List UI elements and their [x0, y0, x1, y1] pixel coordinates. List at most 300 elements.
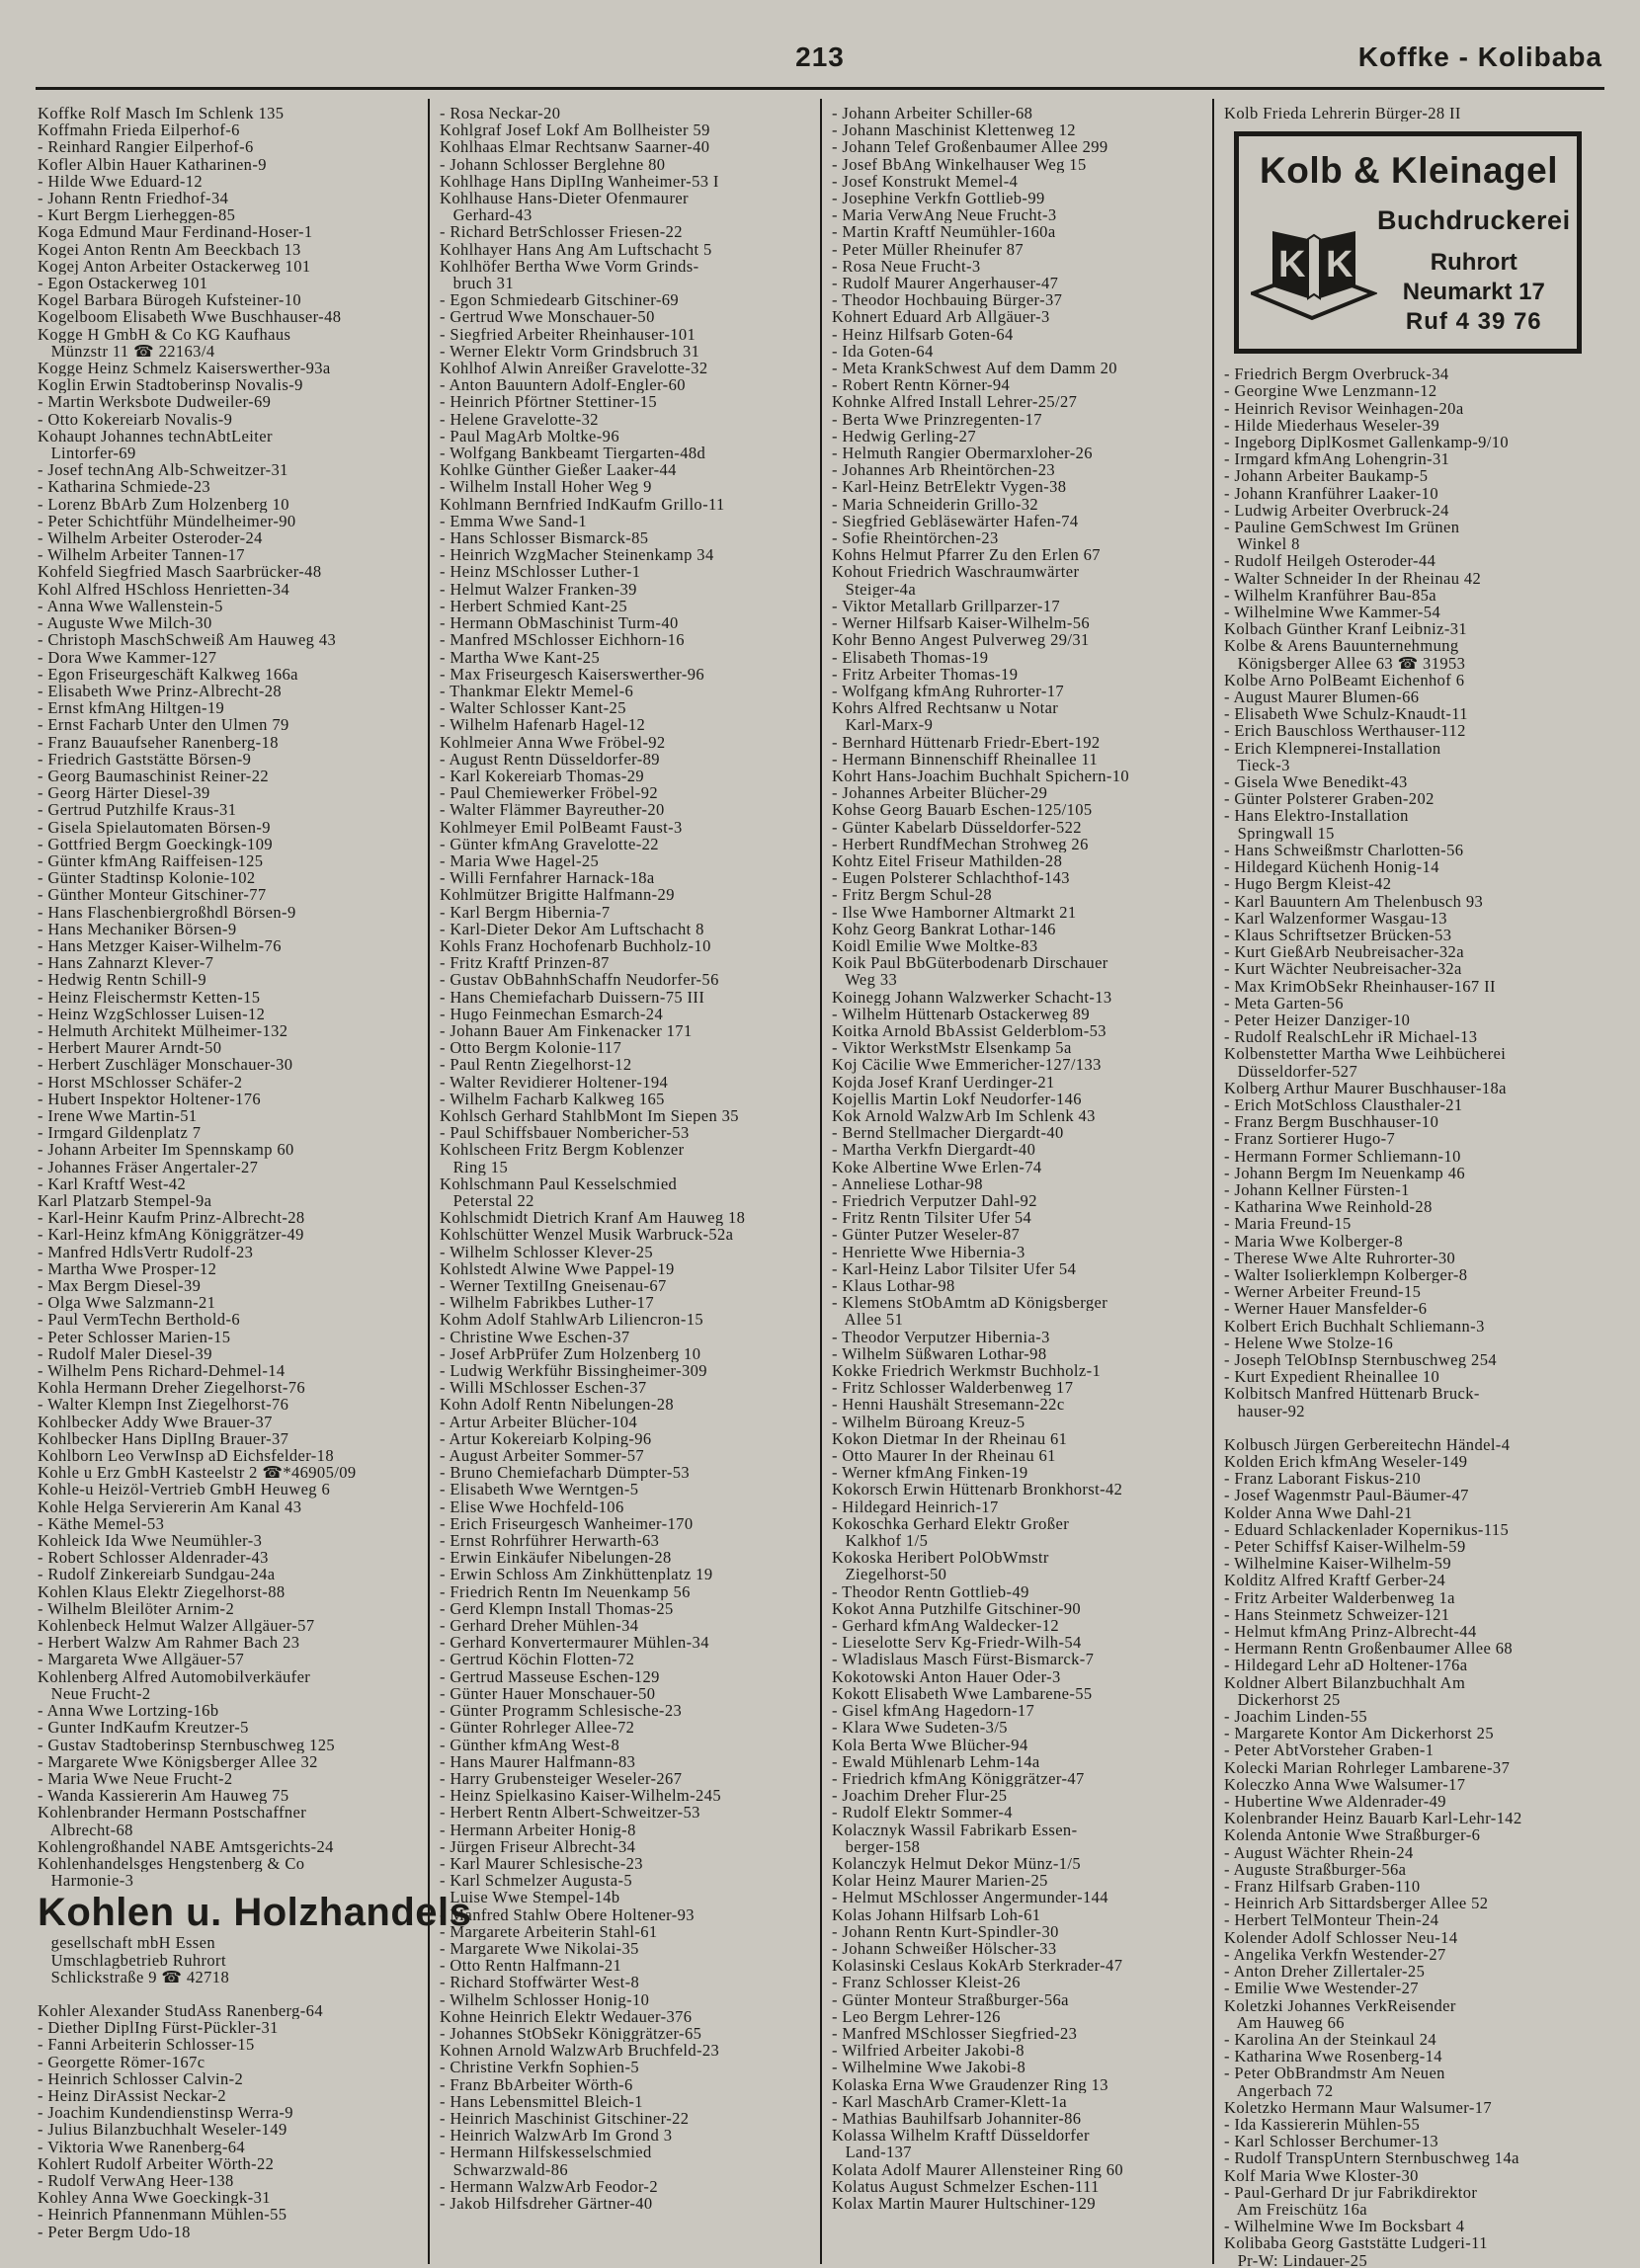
directory-entry: Kolditz Alfred Kraftf Gerber-24 [1224, 1572, 1446, 1589]
directory-entry: - Hubert Inspektor Holtener-176 [38, 1090, 262, 1107]
directory-entry: - Otto Kokereiarb Novalis-9 [38, 410, 233, 428]
directory-entry: Kohlert Rudolf Arbeiter Wörth-22 [38, 2154, 275, 2172]
directory-entry: - Otto Rentn Halfmann-21 [440, 1957, 622, 1975]
directory-entry: - Wilhelm Büroang Kreuz-5 [832, 1413, 1025, 1430]
directory-entry: Kolbert Erich Buchhalt Schliemann-3 [1224, 1317, 1485, 1335]
directory-entry: - Werner kfmAng Finken-19 [832, 1464, 1028, 1482]
directory-entry: - Hugo Bergm Kleist-42 [1224, 875, 1392, 893]
directory-entry: - Manfred HdlsVertr Rudolf-23 [38, 1243, 254, 1260]
directory-entry: gesellschaft mbH Essen [38, 1934, 216, 1952]
directory-entry: - Joachim Kundendienstinsp Werra-9 [38, 2104, 293, 2122]
directory-entry: Düsseldorfer-527 [1224, 1062, 1358, 1080]
directory-entry: - Klaus Lothar-98 [832, 1277, 955, 1295]
directory-entry: - Hildegard Heinrich-17 [832, 1498, 999, 1515]
directory-entry: - Walter Schlosser Kant-25 [440, 699, 626, 717]
directory-entry: - Wilhelmine Wwe Im Bocksbart 4 [1224, 2218, 1465, 2235]
directory-entry: - Irene Wwe Martin-51 [38, 1106, 198, 1125]
directory-entry: Kohaupt Johannes technAbtLeiter [38, 427, 273, 446]
directory-entry: - Wilhelmine Wwe Kammer-54 [1224, 604, 1441, 621]
directory-entry: - Klaus Schriftsetzer Brücken-53 [1224, 926, 1452, 944]
directory-entry: - Ida Kassiererin Mühlen-55 [1224, 2115, 1421, 2134]
directory-entry: - Gottfried Bergm Goeckingk-109 [38, 835, 274, 852]
directory-entry: - Johannes Fräser Angertaler-27 [38, 1158, 259, 1175]
directory-entry: - Maria Freund-15 [1224, 1215, 1352, 1233]
directory-entry: - Hildegard Lehr aD Holtener-176a [1224, 1657, 1468, 1674]
directory-entry: - Fritz Arbeiter Walderbenweg 1a [1224, 1588, 1455, 1606]
directory-entry: Kohlenbrander Hermann Postschaffner [38, 1804, 307, 1822]
directory-entry: - Wilhelm Arbeiter Osteroder-24 [38, 529, 263, 547]
directory-entry: - Meta KrankSchwest Auf dem Damm 20 [832, 360, 1117, 377]
directory-entry: Koletzko Hermann Maur Walsumer-17 [1224, 2098, 1493, 2116]
directory-entry: Kohne Heinrich Elektr Wedauer-376 [440, 2007, 693, 2025]
directory-entry: - Ernst Facharb Unter den Ulmen 79 [38, 716, 289, 734]
directory-entry: - Ludwig Werkführ Bissingheimer-309 [440, 1362, 707, 1380]
directory-entry: - Kurt Expedient Rheinallee 10 [1224, 1368, 1440, 1386]
directory-entry: Kolibaba Georg Gaststätte Ludgeri-11 [1224, 2234, 1488, 2252]
directory-entry: - Irmgard kfmAng Lohengrin-31 [1224, 450, 1450, 468]
directory-entry: Neue Frucht-2 [38, 1684, 151, 1703]
directory-entry: - Eduard Schlackenlader Kopernikus-115 [1224, 1520, 1510, 1539]
directory-entry: - Heinrich Arb Sittardsberger Allee 52 [1224, 1895, 1489, 1912]
directory-entry: - Otto Maurer In der Rheinau 61 [832, 1447, 1056, 1465]
directory-entry: berger-158 [832, 1837, 921, 1855]
directory-entry: - Angelika Verkfn Westender-27 [1224, 1945, 1446, 1964]
directory-entry: Land-137 [832, 2144, 912, 2161]
directory-entry: - Wilhelmine Kaiser-Wilhelm-59 [1224, 1555, 1451, 1573]
directory-entry: Kohls Franz Hochofenarb Buchholz-10 [440, 936, 711, 955]
directory-entry: - Wilhelm Pens Richard-Dehmel-14 [38, 1362, 286, 1380]
directory-entry: - Gisela Wwe Benedikt-43 [1224, 773, 1408, 791]
directory-entry: - Lieselotte Serv Kg-Friedr-Wilh-54 [832, 1634, 1082, 1652]
directory-entry: - Georg Härter Diesel-39 [38, 784, 210, 802]
directory-entry: Kohlhöfer Bertha Wwe Vorm Grinds- [440, 257, 699, 276]
directory-entry: - Karl Bauuntern Am Thelenbusch 93 [1224, 892, 1484, 910]
directory-entry: - Meta Garten-56 [1224, 994, 1344, 1012]
directory-entry: - Rudolf Maler Diesel-39 [38, 1344, 212, 1363]
directory-entry: - Margarete Wwe Nikolai-35 [440, 1939, 639, 1958]
directory-entry: - Hubertine Wwe Aldenrader-49 [1224, 1793, 1446, 1811]
directory-entry: - Heinz MSchlosser Luther-1 [440, 563, 641, 581]
directory-entry: - Auguste Wwe Milch-30 [38, 614, 212, 632]
directory-entry: - Günter Monteur Straßburger-56a [832, 1990, 1069, 2008]
directory-entry: - Lorenz BbArb Zum Holzenberg 10 [38, 495, 289, 513]
directory-entry: - Werner Hilfsarb Kaiser-Wilhelm-56 [832, 614, 1091, 632]
directory-entry: - Viktoria Wwe Ranenberg-64 [38, 2138, 246, 2155]
directory-entry: Steiger-4a [832, 580, 917, 598]
directory-entry: - August Maurer Blumen-66 [1224, 688, 1420, 706]
directory-entry: - Elise Wwe Hochfeld-106 [440, 1498, 624, 1515]
directory-entry: - Katharina Wwe Reinhold-28 [1224, 1198, 1433, 1216]
directory-entry: - Hermann ObMaschinist Turm-40 [440, 614, 679, 632]
directory-entry: Kokke Friedrich Werkmstr Buchholz-1 [832, 1362, 1102, 1380]
directory-entry: - Günter Putzer Weseler-87 [832, 1226, 1021, 1244]
directory-entry: - Gustav Stadtoberinsp Sternbuschweg 125 [38, 1736, 336, 1753]
directory-entry: - Bernd Stellmacher Diergardt-40 [832, 1124, 1064, 1142]
directory-entry: - Hermann Binnenschiff Rheinallee 11 [832, 750, 1099, 768]
directory-entry: Kohlbecker Hans DiplIng Brauer-37 [38, 1429, 289, 1448]
directory-entry: Kohlhage Hans DiplIng Wanheimer-53 I [440, 172, 719, 191]
directory-entry: Kohlenhandelsges Hengstenberg & Co [38, 1854, 305, 1873]
directory-entry: - Josef technAng Alb-Schweitzer-31 [38, 461, 288, 479]
directory-entry: - Hermann Arbeiter Honig-8 [440, 1821, 636, 1838]
directory-entry: - August Wächter Rhein-24 [1224, 1843, 1414, 1861]
directory-entry: Kolf Maria Wwe Kloster-30 [1224, 2166, 1419, 2184]
directory-entry: - Peter AbtVorsteher Graben-1 [1224, 1742, 1435, 1759]
directory-entry: - Anton Bauuntern Adolf-Engler-60 [440, 376, 686, 394]
directory-entry: Kohle Helga Serviererin Am Kanal 43 [38, 1498, 302, 1515]
directory-entry: Koke Albertine Wwe Erlen-74 [832, 1158, 1042, 1175]
directory-entry: - Therese Wwe Alte Ruhrorter-30 [1224, 1249, 1456, 1266]
directory-entry: - Walter Klempn Inst Ziegelhorst-76 [38, 1396, 289, 1414]
directory-entry: - Hermann Hilfskesselschmied [440, 2144, 652, 2161]
directory-entry: - Fritz Rentn Tilsiter Ufer 54 [832, 1209, 1032, 1227]
directory-entry: - Rudolf Elektr Sommer-4 [832, 1804, 1013, 1822]
directory-entry: - Heinrich WzgMacher Steinenkamp 34 [440, 546, 714, 564]
directory-entry: - Wanda Kassiererin Am Hauweg 75 [38, 1787, 289, 1805]
directory-entry: - Julius Bilanzbuchhalt Weseler-149 [38, 2121, 287, 2139]
directory-entry: - Wilhelm Schlosser Honig-10 [440, 1990, 650, 2008]
directory-entry: Kohlmützer Brigitte Halfmann-29 [440, 886, 675, 904]
directory-entry: - Johann Arbeiter Schiller-68 [832, 105, 1033, 122]
directory-entry: - Gustav ObBahnhSchaffn Neudorfer-56 [440, 971, 719, 989]
directory-entry: Kohlmeier Anna Wwe Fröbel-92 [440, 733, 666, 751]
directory-entry: Koidl Emilie Wwe Moltke-83 [832, 936, 1038, 955]
directory-entry: Kohlke Günther Gießer Laaker-44 [440, 461, 677, 479]
directory-entry: Kohlengroßhandel NABE Amtsgerichts-24 [38, 1837, 334, 1855]
directory-entry: - Egon Friseurgeschäft Kalkweg 166a [38, 665, 298, 683]
directory-entry: Kolbe Arno PolBeamt Eichenhof 6 [1224, 671, 1465, 689]
directory-entry: - Auguste Straßburger-56a [1224, 1860, 1407, 1879]
directory-entry: - Martin Kraftf Neumühler-160a [832, 223, 1056, 241]
directory-entry: - Max Friseurgesch Kaiserswerther-96 [440, 665, 705, 683]
directory-entry: - Franz Laborant Fiskus-210 [1224, 1470, 1422, 1488]
directory-entry: - Gerhard Konvertermaurer Mühlen-34 [440, 1634, 709, 1652]
directory-entry: - Günter Programm Schlesische-23 [440, 1702, 683, 1720]
directory-entry: - Karl-Heinz kfmAng Königgrätzer-49 [38, 1226, 304, 1244]
directory-entry: - Werner Hauer Mansfelder-6 [1224, 1300, 1428, 1318]
directory-entry: Kohrs Alfred Rechtsanw u Notar [832, 699, 1059, 717]
directory-entry: - Fritz Arbeiter Thomas-19 [832, 665, 1019, 683]
directory-entry: - Paul Schiffsbauer Nombericher-53 [440, 1124, 690, 1142]
directory-entry: Koglin Erwin Stadtoberinsp Novalis-9 [38, 376, 303, 394]
directory-entry: - Elisabeth Thomas-19 [832, 648, 989, 666]
directory-entry: - Rudolf VerwAng Heer-138 [38, 2171, 234, 2190]
directory-entry: Kohlmeyer Emil PolBeamt Faust-3 [440, 818, 683, 836]
directory-entry: - Emilie Wwe Westender-27 [1224, 1980, 1419, 1997]
directory-entry: - Margareta Wwe Allgäuer-57 [38, 1651, 245, 1668]
directory-entry: - Peter Bergm Udo-18 [38, 2223, 191, 2240]
directory-entry: Kolenbrander Heinz Bauarb Karl-Lehr-142 [1224, 1810, 1522, 1827]
directory-entry: Gerhard-43 [440, 206, 533, 224]
directory-entry: - Karolina An der Steinkaul 24 [1224, 2030, 1436, 2049]
ad-title: Kolb & Kleinagel [1260, 150, 1558, 192]
directory-entry: - Johannes StObSekr Königgrätzer-65 [440, 2024, 702, 2043]
directory-entry: - Gertrud Putzhilfe Kraus-31 [38, 801, 237, 819]
directory-entry: - Otto Bergm Kolonie-117 [440, 1039, 622, 1057]
directory-entry: - Georgette Römer-167c [38, 2053, 205, 2070]
directory-entry: Am Freischütz 16a [1224, 2200, 1368, 2219]
directory-entry: - Wilhelm Bleilöter Arnim-2 [38, 1599, 235, 1618]
directory-entry: - Wolfgang kfmAng Ruhrorter-17 [832, 682, 1065, 700]
directory-entry: - Johannes Arb Rheintörchen-23 [832, 461, 1055, 479]
directory-entry: Königsberger Allee 63 ☎ 31953 [1224, 654, 1466, 672]
directory-entry: Kokot Anna Putzhilfe Gitschiner-90 [832, 1599, 1082, 1618]
directory-entry: - Margarete Kontor Am Dickerhorst 25 [1224, 1725, 1494, 1742]
directory-entry: - Hans Zahnarzt Klever-7 [38, 954, 214, 972]
directory-entry: - Christine Verkfn Sophien-5 [440, 2059, 639, 2076]
directory-entry: bruch 31 [440, 275, 514, 292]
directory-entry: Kohfeld Siegfried Masch Saarbrücker-48 [38, 563, 322, 581]
directory-entry: - Robert Schlosser Aldenrader-43 [38, 1549, 269, 1567]
svg-text:K: K [1326, 244, 1353, 286]
directory-entry: Dickerhorst 25 [1224, 1690, 1341, 1709]
directory-entry: - Viktor WerkstMstr Elsenkamp 5a [832, 1039, 1072, 1057]
directory-entry: - Helmuth Rangier Obermarxloher-26 [832, 445, 1093, 462]
directory-entry: Kalkhof 1/5 [832, 1532, 929, 1550]
directory-entry: - Heinrich Revisor Weinhagen-20a [1224, 399, 1464, 417]
directory-entry: - Viktor Metallarb Grillparzer-17 [832, 597, 1061, 615]
directory-entry: - Karl Bergm Hibernia-7 [440, 903, 611, 921]
directory-entry: - Johann Kellner Fürsten-1 [1224, 1180, 1410, 1199]
directory-entry: - Käthe Memel-53 [38, 1514, 165, 1533]
directory-entry: Kohleick Ida Wwe Neumühler-3 [38, 1532, 263, 1550]
directory-entry: Kokorsch Erwin Hüttenarb Bronkhorst-42 [832, 1481, 1123, 1498]
directory-entry: Schlickstraße 9 ☎ 42718 [38, 1968, 230, 1985]
directory-entry: - Heinz Fleischermstr Ketten-15 [38, 988, 261, 1006]
directory-entry: - Martha Verkfn Diergardt-40 [832, 1141, 1036, 1159]
directory-entry: - Siegfried Arbeiter Rheinhauser-101 [440, 325, 697, 343]
directory-entry: - Heinz DirAssist Neckar-2 [38, 2086, 227, 2105]
directory-entry: - Karl Kraftf West-42 [38, 1174, 187, 1192]
directory-entry: - Hans Mechaniker Börsen-9 [38, 920, 237, 937]
directory-entry: Kojda Josef Kranf Uerdinger-21 [832, 1073, 1055, 1091]
directory-entry: - Johann Telef Großenbaumer Allee 299 [832, 138, 1108, 156]
directory-entry: - Reinhard Rangier Eilperhof-6 [38, 138, 254, 156]
directory-entry: Kohse Georg Bauarb Eschen-125/105 [832, 801, 1093, 819]
directory-entry: - Heinz Hilfsarb Goten-64 [832, 325, 1014, 343]
directory-entry: - Mathias Bauhilfsarb Johanniter-86 [832, 2109, 1082, 2128]
directory-entry: - Helene Wwe Stolze-16 [1224, 1334, 1394, 1351]
directory-entry: - Ilse Wwe Hamborner Altmarkt 21 [832, 903, 1077, 921]
directory-entry: Kohlstedt Alwine Wwe Pappel-19 [440, 1259, 675, 1278]
directory-entry: - Günter Polsterer Graben-202 [1224, 790, 1435, 808]
directory-entry: - Helmut Walzer Franken-39 [440, 580, 637, 598]
spacer [38, 1985, 422, 2002]
directory-entry: - Maria Wwe Kolberger-8 [1224, 1232, 1403, 1250]
directory-entry: Kohlsch Gerhard StahlbMont Im Siepen 35 [440, 1106, 739, 1125]
directory-entry: - Günter kfmAng Gravelotte-22 [440, 835, 659, 852]
directory-entry: - Friedrich Rentn Im Neuenkamp 56 [440, 1582, 691, 1600]
directory-entry: - Katharina Schmiede-23 [38, 478, 211, 496]
directory-entry: - Diether DiplIng Fürst-Pückler-31 [38, 2019, 279, 2037]
directory-entry: Tieck-3 [1224, 756, 1290, 774]
directory-entry: - Franz Bauaufseher Ranenberg-18 [38, 733, 279, 751]
directory-entry: Kolberg Arthur Maurer Buschhauser-18a [1224, 1079, 1507, 1096]
directory-entry: - Ludwig Arbeiter Overbruck-24 [1224, 501, 1449, 520]
directory-entry: - Wilhelm Schlosser Klever-25 [440, 1243, 654, 1260]
directory-entry: - Peter Schichtführ Mündelheimer-90 [38, 512, 296, 530]
directory-entry: - Manfred MSchlosser Siegfried-23 [832, 2024, 1078, 2043]
directory-entry: Weg 33 [832, 971, 898, 989]
directory-entry: - Erich Friseurgesch Wanheimer-170 [440, 1514, 694, 1533]
directory-entry: - Günter kfmAng Raiffeisen-125 [38, 851, 264, 870]
directory-entry: - Willi MSchlosser Eschen-37 [440, 1379, 647, 1397]
directory-entry: - Wladislaus Masch Fürst-Bismarck-7 [832, 1651, 1095, 1668]
directory-entry: Kohns Helmut Pfarrer Zu den Erlen 67 [832, 546, 1101, 564]
directory-entry: Kohnke Alfred Install Lehrer-25/27 [832, 393, 1078, 411]
directory-entry: Kolar Heinz Maurer Marien-25 [832, 1872, 1048, 1890]
directory-entry: - Johann Bauer Am Finkenacker 171 [440, 1021, 693, 1040]
directory-entry: Koffmahn Frieda Eilperhof-6 [38, 122, 240, 139]
directory-entry: Koffke Rolf Masch Im Schlenk 135 [38, 105, 285, 122]
directory-column-3 [820, 99, 1212, 2264]
directory-entry: - Hans Maurer Halfmann-83 [440, 1752, 636, 1770]
directory-entry: Pr-W: Lindauer-25 [1224, 2251, 1368, 2268]
directory-entry: - Friedrich kfmAng Königgrätzer-47 [832, 1769, 1085, 1788]
directory-entry: Kolb Frieda Lehrerin Bürger-28 II [1224, 105, 1461, 122]
directory-entry: - Josephine Verkfn Gottlieb-99 [832, 190, 1045, 207]
directory-entry: Kohn Adolf Rentn Nibelungen-28 [440, 1396, 675, 1414]
directory-entry: Kohle-u Heizöl-Vertrieb GmbH Heuweg 6 [38, 1481, 331, 1498]
directory-entry: - Wilhelm Arbeiter Tannen-17 [38, 546, 245, 564]
directory-entry: Koldner Albert Bilanzbuchhalt Am [1224, 1673, 1466, 1691]
directory-entry: - Hans Schlosser Bismarck-85 [440, 529, 649, 547]
page-number: 213 [795, 41, 845, 72]
index-range: Koffke - Kolibaba [1357, 41, 1602, 72]
directory-entry: - Walter Isolierklempn Kolberger-8 [1224, 1265, 1468, 1284]
directory-entry: - Hilde Miederhaus Weseler-39 [1224, 416, 1440, 435]
directory-entry: - Pauline GemSchwest Im Grünen [1224, 519, 1460, 536]
directory-entry: - August Arbeiter Sommer-57 [440, 1447, 645, 1465]
directory-entry: Kohlenberg Alfred Automobilverkäufer [38, 1667, 311, 1685]
directory-entry: Kogel Barbara Bürogeh Kufsteiner-10 [38, 291, 302, 309]
directory-entry: - Johann Arbeiter Im Spennskamp 60 [38, 1141, 294, 1159]
directory-entry: Kolax Martin Maurer Hultschiner-129 [832, 2194, 1097, 2213]
directory-entry: - Josef Konstrukt Memel-4 [832, 172, 1019, 191]
directory-entry: - Hilde Wwe Eduard-12 [38, 172, 204, 191]
directory-entry: - Friedrich Verputzer Dahl-92 [832, 1192, 1037, 1210]
directory-entry: Kohz Georg Bankrat Lothar-146 [832, 920, 1056, 937]
directory-entry: Karl Platzarb Stempel-9a [38, 1192, 212, 1210]
directory-entry: Koik Paul BbGüterbodenarb Dirschauer [832, 954, 1108, 972]
directory-entry: - Georg Baumaschinist Reiner-22 [38, 767, 270, 785]
directory-entry: - Christoph MaschSchweiß Am Hauweg 43 [38, 631, 337, 649]
directory-entry: - Gisel kfmAng Hagedorn-17 [832, 1702, 1035, 1720]
directory-entry: - Karl Schlosser Berchumer-13 [1224, 2133, 1438, 2150]
directory-entry: - Hermann Former Schliemann-10 [1224, 1147, 1461, 1165]
directory-entry: - Willi Fernfahrer Harnack-18a [440, 869, 655, 887]
directory-entry: - Wolfgang Bankbeamt Tiergarten-48d [440, 445, 706, 462]
directory-entry: Kohnen Arnold WalzwArb Bruchfeld-23 [440, 2042, 720, 2060]
directory-column-4 [1212, 99, 1604, 2268]
directory-entry: - Rosa Neue Frucht-3 [832, 257, 981, 276]
directory-entry: Springwall 15 [1224, 824, 1335, 842]
directory-entry: - Franz BbArbeiter Wörth-6 [440, 2075, 633, 2093]
directory-entry: - Wilhelm Fabrikbes Luther-17 [440, 1294, 654, 1312]
directory-entry: - Berta Wwe Prinzregenten-17 [832, 410, 1042, 428]
directory-entry: - Friedrich Gaststätte Börsen-9 [38, 750, 252, 768]
directory-entry: Kohm Adolf StahlwArb Liliencron-15 [440, 1311, 704, 1329]
directory-entry: - Johann Schlosser Berglehne 80 [440, 155, 666, 173]
directory-entry: - Martha Wwe Prosper-12 [38, 1259, 217, 1278]
directory-entry: - Wilhelm Hüttenarb Ostackerweg 89 [832, 1005, 1090, 1022]
directory-entry: - Bernhard Hüttenarb Friedr-Ebert-192 [832, 733, 1101, 751]
directory-entry: - Erwin Schloss Am Zinkhüttenplatz 19 [440, 1566, 713, 1583]
directory-entry: Kolatus August Schmelzer Eschen-111 [832, 2177, 1100, 2195]
directory-entry: - Günter Stadtinsp Kolonie-102 [38, 869, 256, 887]
directory-entry: Kok Arnold WalzwArb Im Schlenk 43 [832, 1106, 1096, 1125]
directory-entry: Kolender Adolf Schlosser Neu-14 [1224, 1928, 1458, 1946]
directory-entry: - Ida Goten-64 [832, 342, 934, 361]
directory-entry: - Peter Heizer Danziger-10 [1224, 1011, 1411, 1029]
directory-entry: Kohlscheen Fritz Bergm Koblenzer [440, 1141, 685, 1159]
directory-entry: - Heinrich Schlosser Calvin-2 [38, 2069, 244, 2087]
directory-entry: - Werner TextilIng Gneisenau-67 [440, 1277, 667, 1295]
directory-entry: Kohler Alexander StudAss Ranenberg-64 [38, 2001, 323, 2020]
directory-entry: - Sofie Rheintörchen-23 [832, 529, 999, 547]
directory-entry: - Martha Wwe Kant-25 [440, 648, 601, 666]
directory-entry: Kokon Dietmar In der Rheinau 61 [832, 1429, 1068, 1448]
directory-entry: - Gertrud Wwe Monschauer-50 [440, 308, 655, 326]
directory-entry: - Bruno Chemiefacharb Dümpter-53 [440, 1464, 691, 1482]
directory-entry: - Irmgard Gildenplatz 7 [38, 1124, 202, 1142]
directory-entry: Kohlborn Leo VerwInsp aD Eichsfelder-18 [38, 1447, 334, 1465]
directory-entry: Ziegelhorst-50 [832, 1566, 947, 1583]
directory-entry: Kohley Anna Wwe Goeckingk-31 [38, 2189, 271, 2207]
advertisement-kolb-kleinagel[interactable] [1234, 131, 1582, 354]
directory-entry: - Kurt Bergm Lierheggen-85 [38, 206, 236, 224]
directory-entry: - Martin Werksbote Dudweiler-69 [38, 393, 272, 411]
directory-entry: - Ernst kfmAng Hiltgen-19 [38, 699, 225, 717]
directory-entry: Kohlenbeck Helmut Walzer Allgäuer-57 [38, 1617, 315, 1635]
directory-entry: Kohr Benno Angest Pulverweg 29/31 [832, 631, 1090, 649]
directory-entry: - Günther Monteur Gitschiner-77 [38, 886, 267, 904]
directory-column-2 [428, 99, 820, 2264]
directory-entry: Kolbenstetter Martha Wwe Leihbücherei [1224, 1045, 1507, 1063]
directory-entry: - Manfred Stahlw Obere Holtener-93 [440, 1905, 695, 1923]
directory-entry: - Hedwig Gerling-27 [832, 427, 976, 446]
directory-entry: Kojellis Martin Lokf Neudorfer-146 [832, 1090, 1082, 1107]
directory-entry: Winkel 8 [1224, 535, 1300, 553]
directory-entry: - Fritz Schlosser Walderbenweg 17 [832, 1379, 1074, 1397]
directory-entry: - Herbert Walzw Am Rahmer Bach 23 [38, 1634, 300, 1652]
directory-entry: Schwarzwald-86 [440, 2160, 569, 2178]
ad-phone: Ruf 4 39 76 [1405, 308, 1542, 336]
directory-entry: - August Rentn Düsseldorfer-89 [440, 750, 660, 768]
directory-entry: - Katharina Wwe Rosenberg-14 [1224, 2048, 1442, 2066]
directory-entry: Kohlen Klaus Elektr Ziegelhorst-88 [38, 1582, 286, 1600]
directory-entry: - Manfred MSchlosser Eichhorn-16 [440, 631, 685, 649]
header-rule [36, 87, 1604, 90]
directory-entry: - Karl Maurer Schlesische-23 [440, 1854, 643, 1873]
directory-entry: - Peter Schlosser Marien-15 [38, 1328, 231, 1345]
directory-entry: Kolas Johann Hilfsarb Loh-61 [832, 1905, 1041, 1923]
directory-columns [36, 99, 1604, 2268]
page-header [36, 38, 1604, 83]
directory-entry: - Maria Schneiderin Grillo-32 [832, 495, 1039, 513]
directory-entry: - Hans Schweißmstr Charlotten-56 [1224, 841, 1464, 859]
directory-entry: - Günter Hauer Monschauer-50 [440, 1684, 656, 1703]
directory-entry: - Helmuth Architekt Mülheimer-132 [38, 1021, 288, 1040]
directory-entry: - Hans Metzger Kaiser-Wilhelm-76 [38, 936, 282, 955]
directory-entry: - Gisela Spielautomaten Börsen-9 [38, 818, 271, 836]
directory-entry: - Peter Schiffsf Kaiser-Wilhelm-59 [1224, 1538, 1466, 1556]
directory-entry: - Hans Flaschenbiergroßhdl Börsen-9 [38, 903, 296, 921]
directory-entry: - Günther kfmAng West-8 [440, 1736, 620, 1753]
directory-entry: - Johannes Arbeiter Blücher-29 [832, 784, 1048, 802]
directory-entry: Kohl Alfred HSchloss Henrietten-34 [38, 580, 290, 598]
directory-entry: Kohlhayer Hans Ang Am Luftschacht 5 [440, 240, 712, 258]
